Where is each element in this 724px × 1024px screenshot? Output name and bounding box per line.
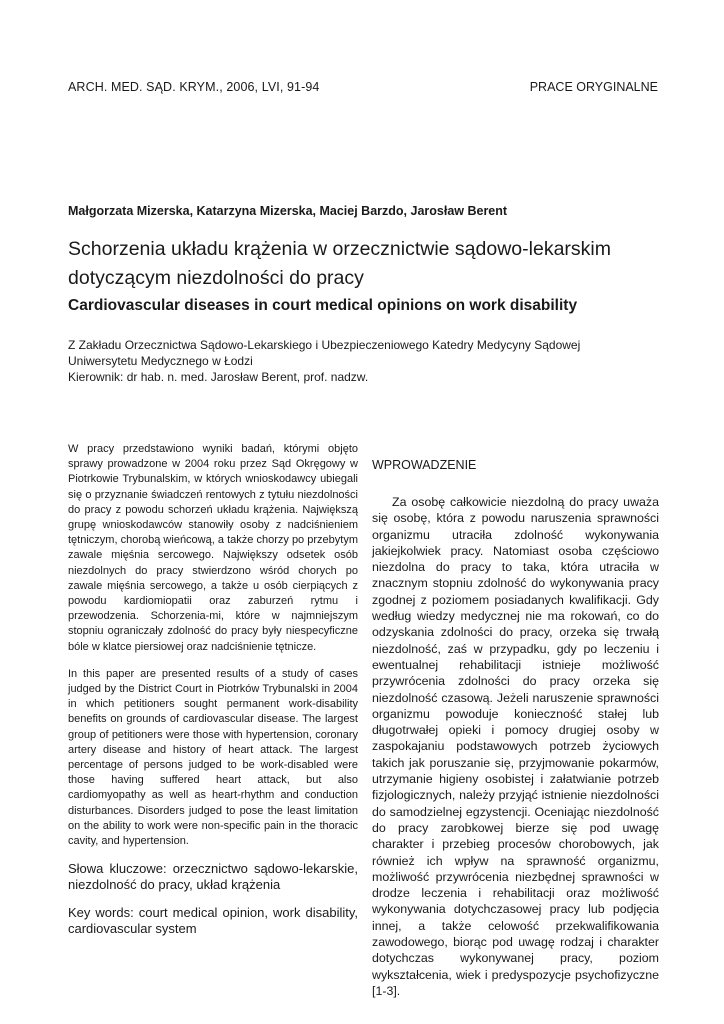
affiliation bbox=[68, 337, 668, 385]
section-label: PRACE ORYGINALNE bbox=[529, 80, 658, 94]
section-heading: WPROWADZENIE bbox=[372, 458, 477, 472]
journal-citation: ARCH. MED. SĄD. KRYM., 2006, LVI, 91-94 bbox=[68, 80, 320, 94]
abstract-polish: W pracy przedstawiono wyniki badań, którymi objęto sprawy prowadzone w 2004 roku przez Sąd Okręgowy w Piotrkowie Trybunalskim, w których wnioskodawcy ubiegali się o przyznanie świadczeń rentowych z tytułu niezdolności do pracy z powodu schorzeń układu krążenia. Największą grupę wnioskodawców stanowiły osoby z nadciśnieniem tętniczym, chorobą wieńcową, a także chorzy po przebytym zawale mięśnia sercowego. Największy odsetek osób niezdolnych do pracy stwierdzono wśród chorych po zawale mięśnia sercowego, a także u osób cierpiących z powodu kardiomiopatii oraz zaburzeń rytmu i przewodzenia. Schorzenia-mi, które w najmniejszym stopniu ograniczały zdolność do pracy były niespecyficzne bóle w klatce piersiowej oraz nadciśnienie tętnicze. bbox=[68, 443, 358, 653]
affiliation-line: Uniwersytetu Medycznego w Łodzi bbox=[68, 354, 253, 368]
affiliation-line: Z Zakładu Orzecznictwa Sądowo-Lekarskiego i Ubezpieczeniowego Katedry Medycyny Sądowej bbox=[68, 338, 581, 352]
affiliation-line: Kierownik: dr hab. n. med. Jarosław Berent, prof. nadzw. bbox=[68, 370, 369, 384]
introduction-column bbox=[372, 458, 659, 999]
keywords-polish: Słowa kluczowe: orzecznictwo sądowo-lekarskie, niezdolność do pracy, układ krążenia bbox=[68, 861, 358, 893]
abstract-column bbox=[68, 442, 358, 949]
keywords-english: Key words: court medical opinion, work disability, cardiovascular system bbox=[68, 905, 358, 937]
title-polish: Schorzenia układu krążenia w orzecznictwie sądowo-lekarskim dotyczącym niezdolności do pracy bbox=[68, 238, 611, 289]
title-english: Cardiovascular diseases in court medical opinions on work disability bbox=[68, 297, 578, 314]
introduction-text: Za osobę całkowicie niezdolną do pracy uważa się osobę, która z powodu naruszenia sprawności organizmu utraciła zdolność wykonywania jakiejkolwiek pracy. Natomiast osoba częściowo niezdolna do pracy to taka, która utraciła w znacznym stopniu zdolność do wykonywania pracy zgodnej z poziomem posiadanych kwalifikacji. Gdy według wiedzy medycznej nie ma rokowań, co do odzyskania zdolności do pracy, orzeka się trwałą niezdolność, zaś w przypadku, gdy po leczeniu i ewentualnej rehabilitacji istnieje możliwość przywrócenia zdolności do pracy orzeka się niezdolność czasową. Jeżeli naruszenie sprawności organizmu powoduje konieczność stałej lub długotrwałej opieki i pomocy drugiej osoby w zaspokajaniu podstawowych potrzeb życiowych takich jak poruszanie się, przyjmowanie pokarmów, utrzymanie higieny osobistej i załatwianie potrzeb fizjologicznych, należy przyjąć istnienie niezdolności do samodzielnej egzystencji. Oceniając niezdolność do pracy zarobkowej bierze się pod uwagę charakter i przebieg procesów chorobowych, jak również ich wpływ na sprawność organizmu, możliwość przywrócenia niezbędnej sprawności w drodze leczenia i rehabilitacji oraz możliwość wykonywania dotychczasowej pracy lub podjęcia innej, a także celowość przekwalifikowania zawodowego, biorąc pod uwagę rodzaj i charakter dotychczas wykonywanej pracy, poziom wykształcenia, wiek i predyspozycje psychofizyczne [1-3]. bbox=[372, 495, 659, 998]
abstract-english: In this paper are presented results of a study of cases judged by the District Court in Piotrków Trybunalski in 2004 in which petitioners sought permanent work-disability benefits on grounds of cardiovascular disease. The largest group of petitioners were those with hypertension, coronary artery disease and history of heart attack. The largest percentage of persons judged to be work-disabled were those having suffered heart attack, but also cardiomyopathy as well as heart-rhythm and conduction disturbances. Disorders judged to pose the least limitation on the ability to work were non-specific pain in the thoracic cavity, and hypertension. bbox=[68, 667, 358, 848]
authors: Małgorzata Mizerska, Katarzyna Mizerska, Maciej Barzdo, Jarosław Berent bbox=[68, 204, 508, 218]
